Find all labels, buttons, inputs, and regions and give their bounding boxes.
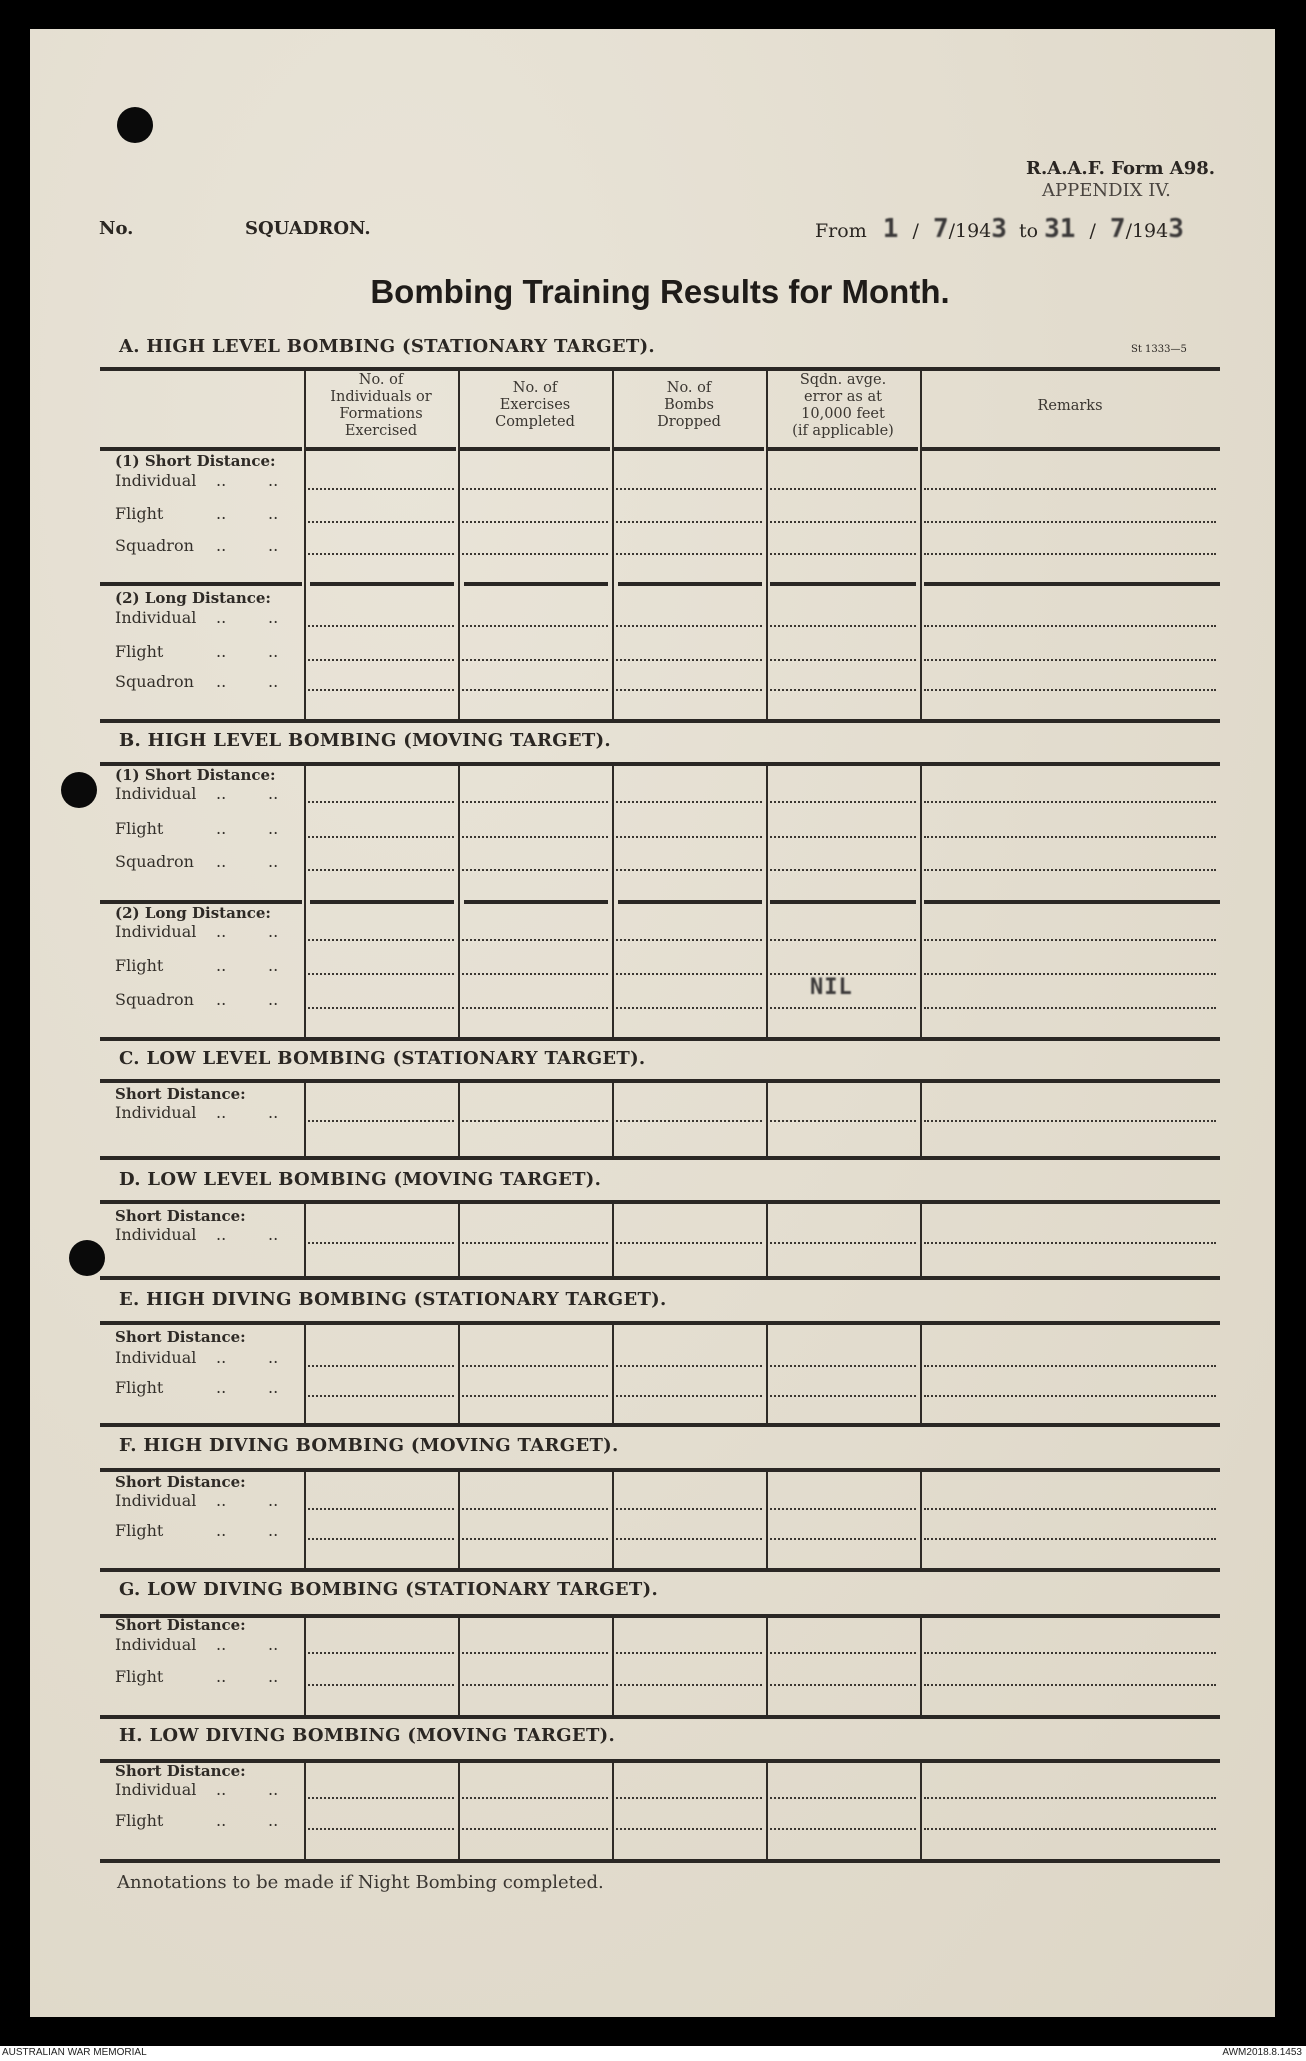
row-label: Individual [115,1635,197,1654]
entry-line [924,1538,1216,1540]
footer-reference: AWM2018.8.1453 [1222,2047,1302,2058]
column-rule [612,1618,614,1715]
entry-line [462,836,608,838]
entry-line [616,659,762,661]
from-day: 1 [882,214,899,244]
divider [100,1568,1220,1572]
section-heading: C. LOW LEVEL BOMBING (STATIONARY TARGET). [119,1048,646,1069]
divider [100,1715,1220,1719]
squadron-label: SQUADRON. [245,218,371,239]
entry-line [770,1242,916,1244]
entry-line [770,939,916,941]
column-rule [920,1472,922,1568]
entry-line [308,1120,454,1122]
leader-dots: .. [268,852,279,871]
divider [464,900,608,904]
leader-dots: .. [216,672,227,691]
column-rule [766,1083,768,1156]
entry-line [462,1684,608,1686]
year-prefix: /194 [948,220,992,242]
to-month: 7 [1109,214,1126,244]
column-rule [304,1325,306,1423]
entry-line [770,1828,916,1830]
divider [464,582,608,586]
entry-line [462,1652,608,1654]
row-label: Individual [115,1780,197,1799]
to-label: to [1018,220,1039,242]
entry-line [462,1007,608,1009]
entry-line [770,1365,916,1367]
column-rule [766,1204,768,1276]
entry-line [616,1538,762,1540]
divider [100,1759,1220,1763]
group-label: Short Distance: [115,1616,246,1634]
divider [618,900,762,904]
entry-line [308,973,454,975]
leader-dots: .. [216,1378,227,1397]
leader-dots: .. [216,471,227,490]
leader-dots: .. [216,990,227,1009]
column-rule [458,1204,460,1276]
entry-line [924,1652,1216,1654]
punch-hole [61,772,97,808]
leader-dots: .. [268,1811,279,1830]
entry-line [770,1120,916,1122]
form-number: R.A.A.F. Form A98. [1026,158,1216,179]
entry-line [308,1538,454,1540]
section-heading: G. LOW DIVING BOMBING (STATIONARY TARGET). [119,1579,659,1600]
entry-line [462,1395,608,1397]
row-label: Flight [115,1378,164,1397]
column-rule [612,1204,614,1276]
row-label: Flight [115,1811,164,1830]
column-rule [304,1083,306,1156]
page-title: Bombing Training Results for Month. [370,273,950,310]
divider [310,900,454,904]
group-label: (2) Long Distance: [115,904,271,922]
divider [306,447,456,451]
entry-line [308,836,454,838]
entry-line [616,973,762,975]
column-rule [458,1325,460,1423]
entry-line [616,1365,762,1367]
from-year-digit: 3 [991,214,1007,244]
entry-line [924,1797,1216,1799]
leader-dots: .. [268,1378,279,1397]
entry-line [616,1007,762,1009]
appendix-label: APPENDIX IV. [1042,180,1171,201]
entry-line [924,488,1216,490]
date-range [815,214,1184,244]
entry-line [308,939,454,941]
leader-dots: .. [268,1667,279,1686]
entry-line [924,1365,1216,1367]
column-rule [304,1472,306,1568]
row-label: Individual [115,1348,197,1367]
column-rule [304,1204,306,1276]
row-label: Squadron [115,672,194,691]
entry-line [924,836,1216,838]
column-rule [766,371,768,719]
divider [100,1200,1220,1204]
entry-line [616,553,762,555]
entry-line [308,659,454,661]
entry-line [308,625,454,627]
entry-line [616,1120,762,1122]
entry-line [462,1365,608,1367]
row-label: Squadron [115,536,194,555]
to-day: 31 [1044,214,1076,244]
column-header: No. of Individuals or Formations Exercised [330,372,432,439]
row-label: Individual [115,922,197,941]
leader-dots: .. [216,784,227,803]
divider [100,447,302,451]
entry-line [308,553,454,555]
entry-line [924,801,1216,803]
leader-dots: .. [268,1491,279,1510]
leader-dots: .. [268,642,279,661]
entry-line [462,973,608,975]
entry-line [616,1395,762,1397]
leader-dots: .. [216,1780,227,1799]
section-heading: A. HIGH LEVEL BOMBING (STATIONARY TARGET). [119,336,655,357]
column-rule [920,371,922,719]
entry-line [770,521,916,523]
entry-line [462,939,608,941]
entry-line [616,1797,762,1799]
entry-line [770,1538,916,1540]
leader-dots: .. [216,922,227,941]
leader-dots: .. [268,504,279,523]
row-label: Flight [115,504,164,523]
leader-dots: .. [268,1225,279,1244]
divider [924,582,1220,586]
divider [100,1079,1220,1083]
group-label: (2) Long Distance: [115,589,271,607]
leader-dots: .. [268,608,279,627]
row-label: Flight [115,1667,164,1686]
column-rule [458,1618,460,1715]
from-label: From [815,220,867,242]
divider [100,1276,1220,1280]
section-heading: F. HIGH DIVING BOMBING (MOVING TARGET). [119,1435,619,1456]
column-header: Remarks [1037,398,1103,414]
column-rule [612,1083,614,1156]
column-rule [304,1618,306,1715]
entry-line [770,1797,916,1799]
row-label: Squadron [115,852,194,871]
column-rule [766,1472,768,1568]
divider [618,582,762,586]
entry-line [924,1684,1216,1686]
entry-line [924,659,1216,661]
entry-line [770,1395,916,1397]
leader-dots: .. [268,1521,279,1540]
nil-stamp: NIL [810,975,853,1000]
entry-line [924,625,1216,627]
row-label: Individual [115,784,197,803]
leader-dots: .. [268,1348,279,1367]
to-year-digit: 3 [1168,214,1184,244]
from-month: 7 [932,214,949,244]
leader-dots: .. [216,1811,227,1830]
column-rule [458,1763,460,1859]
entry-line [770,1007,916,1009]
entry-line [462,488,608,490]
group-label: (1) Short Distance: [115,452,276,470]
entry-line [770,801,916,803]
divider [100,1423,1220,1427]
group-label: Short Distance: [115,1085,246,1103]
entry-line [462,659,608,661]
column-rule [612,371,614,719]
column-rule [458,1083,460,1156]
entry-line [308,1652,454,1654]
column-rule [612,1472,614,1568]
section-heading: E. HIGH DIVING BOMBING (STATIONARY TARGET). [119,1289,667,1310]
divider [100,1468,1220,1472]
leader-dots: .. [268,672,279,691]
year-prefix: /194 [1125,220,1169,242]
divider [100,1859,1220,1863]
leader-dots: .. [268,990,279,1009]
punch-hole [117,107,153,143]
entry-line [462,625,608,627]
entry-line [462,1797,608,1799]
entry-line [924,1007,1216,1009]
divider [770,582,916,586]
row-label: Individual [115,608,197,627]
entry-line [308,869,454,871]
divider [770,900,916,904]
entry-line [616,836,762,838]
leader-dots: .. [216,504,227,523]
footer [0,2046,1306,2061]
group-label: Short Distance: [115,1473,246,1491]
footer-source: AUSTRALIAN WAR MEMORIAL [2,2047,147,2058]
row-label: Individual [115,471,197,490]
column-rule [458,371,460,719]
entry-line [924,1120,1216,1122]
entry-line [616,1652,762,1654]
leader-dots: .. [216,1491,227,1510]
group-label: Short Distance: [115,1207,246,1225]
leader-dots: .. [268,922,279,941]
entry-line [308,488,454,490]
entry-line [770,689,916,691]
leader-dots: .. [268,1780,279,1799]
punch-hole [69,1240,105,1276]
leader-dots: .. [268,784,279,803]
column-rule [304,1763,306,1859]
column-header: No. of Exercises Completed [495,380,575,430]
leader-dots: .. [216,536,227,555]
column-rule [458,766,460,1037]
column-rule [920,766,922,1037]
entry-line [924,1395,1216,1397]
leader-dots: .. [216,852,227,871]
divider [100,582,302,586]
entry-line [924,521,1216,523]
entry-line [308,1828,454,1830]
entry-line [308,801,454,803]
section-heading: H. LOW DIVING BOMBING (MOVING TARGET). [119,1725,616,1746]
entry-line [770,1684,916,1686]
divider [922,447,1220,451]
entry-line [616,625,762,627]
leader-dots: .. [216,1667,227,1686]
entry-line [308,1684,454,1686]
entry-line [308,1007,454,1009]
entry-line [308,1508,454,1510]
leader-dots: .. [268,819,279,838]
column-rule [612,766,614,1037]
entry-line [924,553,1216,555]
separator: / [1089,220,1096,242]
column-rule [458,1472,460,1568]
entry-line [462,1828,608,1830]
no-label: No. [99,218,134,239]
entry-line [462,801,608,803]
entry-line [616,939,762,941]
divider [100,1156,1220,1160]
group-label: Short Distance: [115,1328,246,1346]
divider [768,447,918,451]
divider [460,447,610,451]
column-rule [920,1325,922,1423]
row-label: Flight [115,642,164,661]
column-rule [920,1083,922,1156]
divider [100,1037,1220,1041]
leader-dots: .. [216,956,227,975]
leader-dots: .. [216,819,227,838]
entry-line [770,869,916,871]
entry-line [924,1242,1216,1244]
divider [100,367,1220,371]
entry-line [924,973,1216,975]
leader-dots: .. [268,471,279,490]
entry-line [616,1242,762,1244]
row-label: Squadron [115,990,194,1009]
column-rule [766,1618,768,1715]
entry-line [462,1242,608,1244]
row-label: Flight [115,1521,164,1540]
divider [614,447,764,451]
entry-line [770,1652,916,1654]
row-label: Individual [115,1225,197,1244]
row-label: Flight [115,956,164,975]
divider [310,582,454,586]
entry-line [770,836,916,838]
separator: / [912,220,919,242]
entry-line [924,869,1216,871]
column-header: Sqdn. avge. error as at 10,000 feet (if applicable) [792,372,894,439]
column-rule [766,1763,768,1859]
leader-dots: .. [268,1103,279,1122]
entry-line [616,521,762,523]
leader-dots: .. [268,1635,279,1654]
leader-dots: .. [216,1348,227,1367]
column-rule [304,766,306,1037]
leader-dots: .. [216,642,227,661]
entry-line [616,801,762,803]
column-rule [612,1763,614,1859]
row-label: Individual [115,1103,197,1122]
row-label: Individual [115,1491,197,1510]
entry-line [770,488,916,490]
row-label: Flight [115,819,164,838]
stock-code: St 1333—5 [1131,344,1187,355]
leader-dots: .. [216,1103,227,1122]
divider [924,900,1220,904]
entry-line [924,689,1216,691]
entry-line [924,939,1216,941]
entry-line [308,1365,454,1367]
leader-dots: .. [268,536,279,555]
entry-line [308,689,454,691]
entry-line [770,553,916,555]
column-rule [920,1618,922,1715]
entry-line [770,659,916,661]
group-label: Short Distance: [115,1762,246,1780]
entry-line [770,625,916,627]
entry-line [462,1508,608,1510]
leader-dots: .. [216,1635,227,1654]
entry-line [462,553,608,555]
entry-line [462,869,608,871]
annotation-note: Annotations to be made if Night Bombing completed. [117,1872,604,1893]
column-rule [304,371,306,719]
section-heading: D. LOW LEVEL BOMBING (MOVING TARGET). [119,1169,602,1190]
entry-line [308,1797,454,1799]
divider [100,1614,1220,1618]
divider [100,719,1220,723]
entry-line [462,689,608,691]
entry-line [616,488,762,490]
entry-line [462,1538,608,1540]
column-rule [920,1204,922,1276]
entry-line [924,1508,1216,1510]
leader-dots: .. [216,1521,227,1540]
entry-line [616,869,762,871]
entry-line [308,521,454,523]
entry-line [770,1508,916,1510]
entry-line [308,1242,454,1244]
group-label: (1) Short Distance: [115,766,276,784]
column-rule [612,1325,614,1423]
leader-dots: .. [216,608,227,627]
entry-line [616,1684,762,1686]
column-rule [766,766,768,1037]
entry-line [616,1828,762,1830]
column-rule [766,1325,768,1423]
divider [100,1321,1220,1325]
entry-line [616,1508,762,1510]
entry-line [462,521,608,523]
entry-line [308,1395,454,1397]
leader-dots: .. [268,956,279,975]
column-rule [920,1763,922,1859]
leader-dots: .. [216,1225,227,1244]
column-header: No. of Bombs Dropped [657,380,721,430]
entry-line [924,1828,1216,1830]
entry-line [616,689,762,691]
entry-line [462,1120,608,1122]
section-heading: B. HIGH LEVEL BOMBING (MOVING TARGET). [119,730,611,751]
